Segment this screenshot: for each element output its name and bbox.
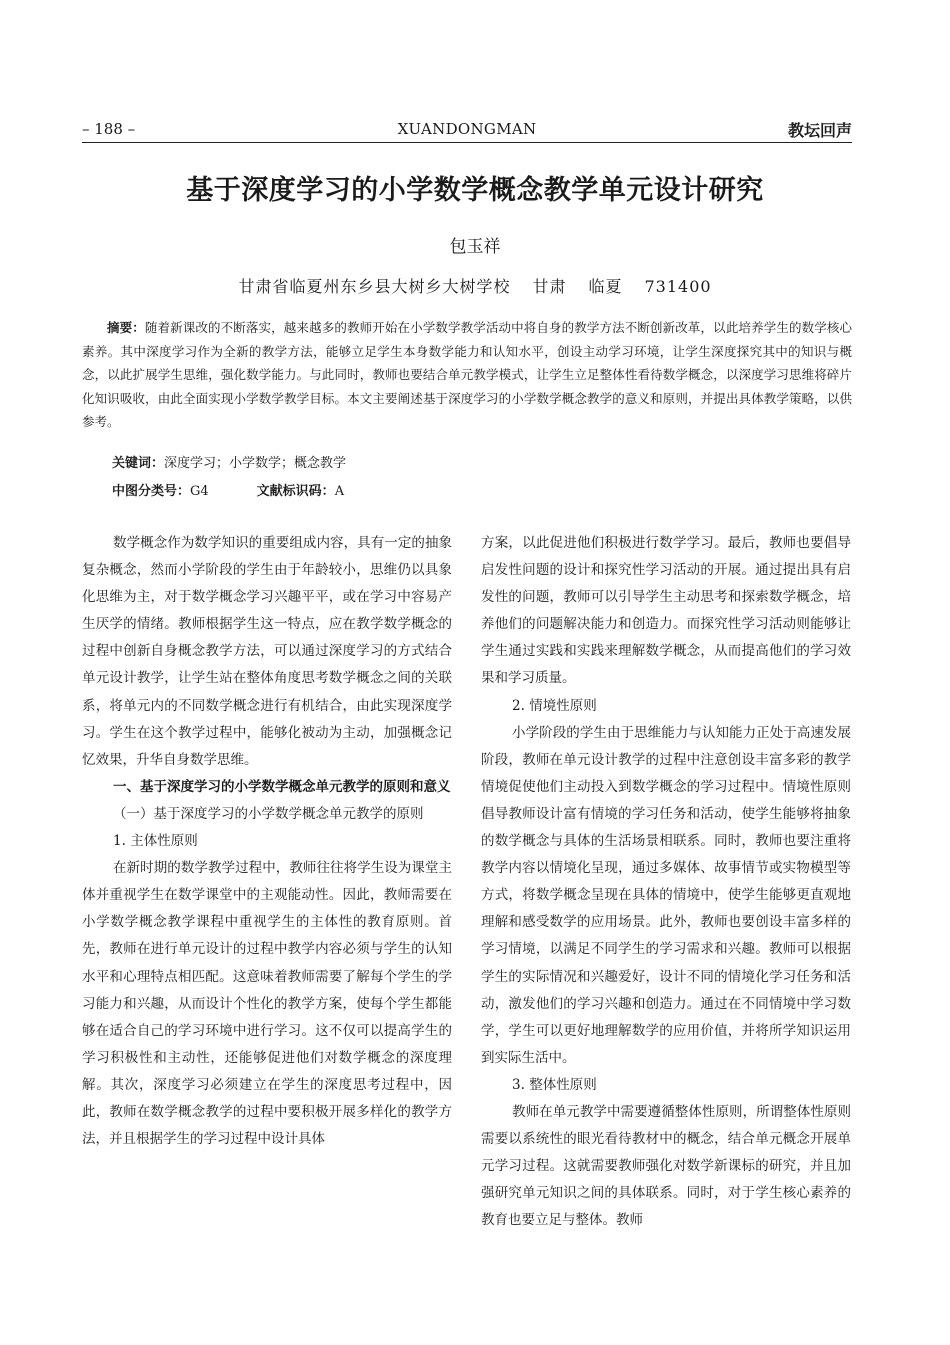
keywords-label: 关键词： <box>112 456 165 471</box>
column-name: 教坛回声 <box>787 121 852 140</box>
principle-heading-3: 3. 整体性原则 <box>512 1076 597 1093</box>
classification-line <box>112 480 344 499</box>
page-number: – 188 – <box>82 120 136 138</box>
principle-paragraph-1-continued: 方案，以此促进他们积极进行数学学习。最后，教师也要倡导启发性问题的设计和探究性学习活动的开展。通过提出具有启发性的问题，教师可以引导学生主动思考和探索数学概念，培养他们的问题解决能力和创造力。而探究性学习活动则能够让学生通过实践和实践来理解数学概念，从而提高他们的学习效果和学习质量。 <box>481 535 851 687</box>
abstract-label: 摘要： <box>107 320 145 335</box>
author-affiliation <box>0 274 950 297</box>
running-header <box>82 118 852 143</box>
author-name: 包玉祥 <box>449 237 501 257</box>
article-title: 基于深度学习的小学数学概念教学单元设计研究 <box>186 175 764 206</box>
abstract <box>82 316 852 434</box>
doc-code-label: 文献标识码： <box>256 484 335 499</box>
section-heading-1: 一、基于深度学习的小学数学概念单元教学的原则和意义 <box>113 778 451 795</box>
doc-code-value: A <box>334 484 345 499</box>
journal-name: XUANDONGMAN <box>397 120 537 138</box>
abstract-text: 随着新课改的不断落实，越来越多的教师开始在小学数学教学活动中将自身的教学方法不断创新改革，以此培养学生的数学核心素养。其中深度学习作为全新的教学方法，能够立足学生本身数学能力和认知水平，创设主动学习环境，让学生深度探究其中的知识与概念，以此扩展学生思维，强化数学能力。与此同时，教师也要结合单元教学模式，让学生立足整体性看待数学概念，以深度学习思维将碎片化知识吸收，由此全面实现小学数学教学目标。本文主要阐述基于深度学习的小学数学概念教学的意义和原则，并提出具体教学策略，以供参考。 <box>82 320 852 430</box>
clc-label: 中图分类号： <box>112 484 191 499</box>
affiliation-postcode: 731400 <box>644 277 712 296</box>
principle-paragraph-1: 在新时期的数学教学过程中，教师往往将学生设为课堂主体并重视学生在数学课堂中的主观能动性。因此，教师需要在小学数学概念教学课程中重视学生的主体性的教育原则。首先，教师在进行单元设计的过程中教学内容必须与学生的认知水平和心理特点相匹配。这意味着教师需要了解每个学生的学习能力和兴趣，从而设计个性化的教学方案，使每个学生都能够在适合自己的学习环境中进行学习。这不仅可以提高学生的学习积极性和主动性，还能够促进他们对数学概念的深度理解。其次，深度学习必须建立在学生的深度思考过程中，因此，教师在数学概念教学的过程中要积极开展多样化的教学方法，并且根据学生的学习过程中设计具体 <box>82 860 452 1148</box>
principle-heading-1: 1. 主体性原则 <box>113 833 198 850</box>
subsection-heading-1: （一）基于深度学习的小学数学概念单元教学的原则 <box>113 805 424 822</box>
body-column-left <box>82 530 452 1153</box>
affiliation-province: 甘肃 <box>532 277 567 296</box>
keywords <box>112 452 346 471</box>
principle-heading-2: 2. 情境性原则 <box>512 697 597 714</box>
keywords-text: 深度学习；小学数学；概念教学 <box>164 456 347 471</box>
clc-value: G4 <box>190 484 209 499</box>
body-column-right <box>481 530 851 1234</box>
affiliation-city: 临夏 <box>588 277 623 296</box>
principle-paragraph-2: 小学阶段的学生由于思维能力与认知能力正处于高速发展阶段，教师在单元设计教学的过程中注意创设丰富多彩的教学情境促使他们主动投入到数学概念的学习过程中。情境性原则倡导教师设计富有情境的学习任务和活动，使学生能够将抽象的数学概念与具体的生活场景相联系。同时，教师也要注重将教学内容以情境化呈现，通过多媒体、故事情节或实物模型等方式，将数学概念呈现在具体的情境中，使学生能够更直观地理解和感受数学的应用场景。此外，教师也要创设丰富多样的学习情境，以满足不同学生的学习需求和兴趣。教师可以根据学生的实际情况和兴趣爱好，设计不同的情境化学习任务和活动，激发他们的学习兴趣和创造力。通过在不同情境中学习数学，学生可以更好地理解数学的应用价值，并将所学知识运用到实际生活中。 <box>481 724 851 1066</box>
affiliation-school: 甘肃省临夏州东乡县大树乡大树学校 <box>238 277 511 296</box>
principle-paragraph-3: 教师在单元教学中需要遵循整体性原则，所谓整体性原则需要以系统性的眼光看待教材中的概念，结合单元概念开展单元学习过程。这就需要教师强化对数学新课标的研究，并且加强研究单元知识之间的具体联系。同时，对于学生核心素养的教育也要立足与整体。教师 <box>481 1103 851 1229</box>
intro-paragraph: 数学概念作为数学知识的重要组成内容，具有一定的抽象复杂概念，然而小学阶段的学生由于年龄较小，思维仍以具象化思维为主，对于数学概念学习兴趣平平，或在学习中容易产生厌学的情绪。教师根据学生这一特点，应在教学数学概念的过程中创新自身概念教学方法，可以通过深度学习的方式结合单元设计教学，让学生站在整体角度思考数学概念之间的关联系，将单元内的不同数学概念进行有机结合，由此实现深度学习。学生在这个教学过程中，能够化被动为主动，加强概念记忆效果，升华自身数学思维。 <box>82 535 452 768</box>
